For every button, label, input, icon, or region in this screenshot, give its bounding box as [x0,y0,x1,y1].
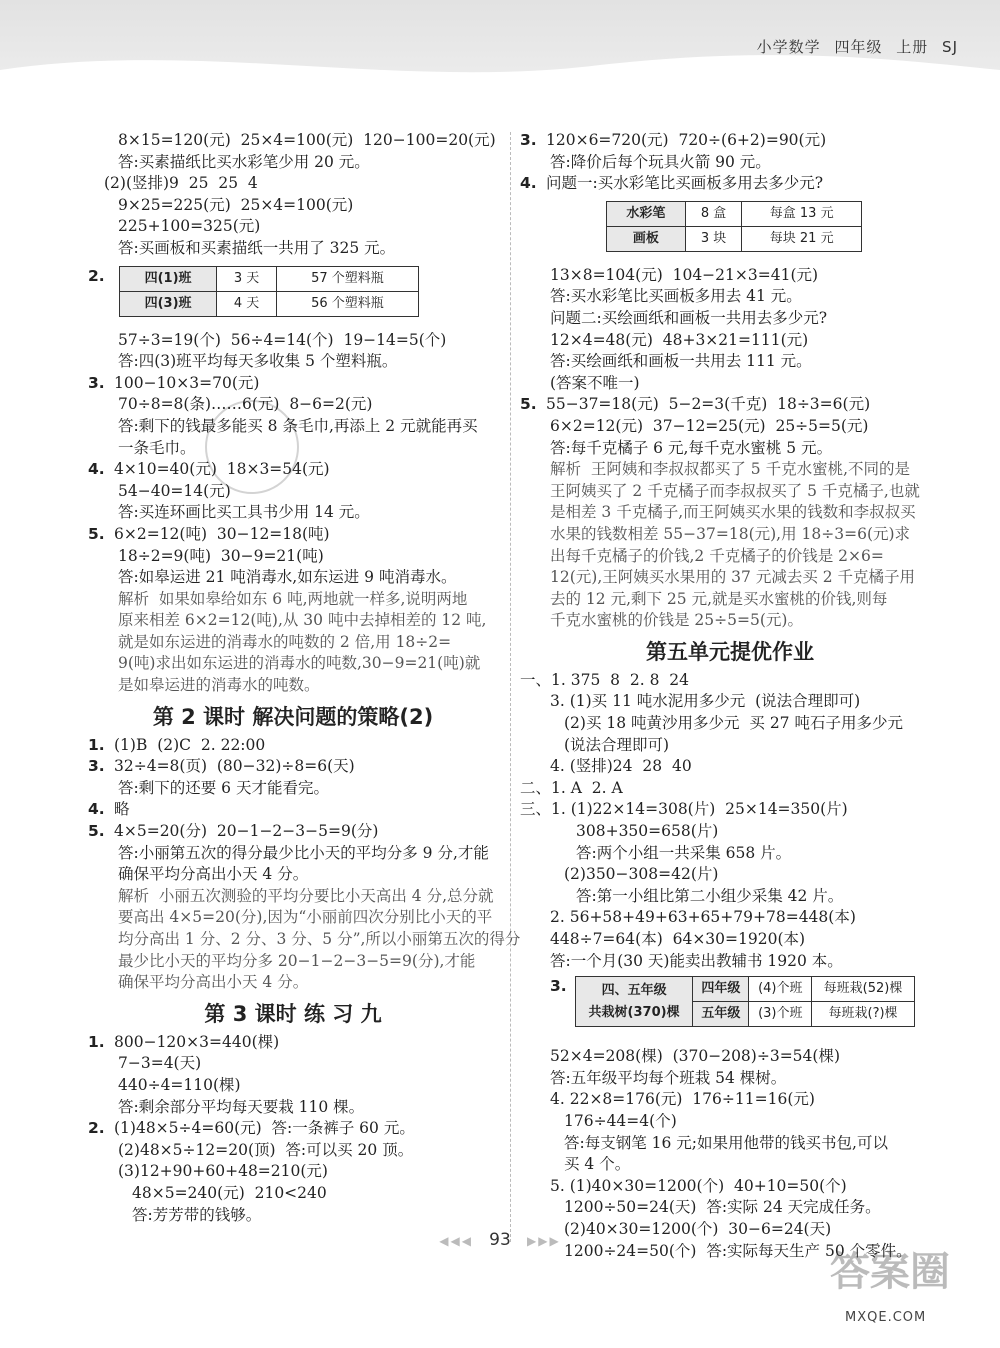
answer-line: 答:买画板和买素描纸一共用了 325 元。 [118,238,396,257]
answer-line: 略 [114,800,130,819]
right-column [520,130,940,1262]
header-volume: 上册 [896,38,929,56]
table-cell: 56 个塑料瓶 [276,291,418,316]
answer-line: 答:买水彩笔比买画板多用去 41 元。 [550,287,802,306]
answer-line: 4. 22×8=176(元) 176÷11=16(元) [550,1090,815,1109]
explanation-line: 王阿姨买了 2 千克橘子而李叔叔买了 5 千克橘子,也就 [550,481,920,500]
answer-line: 8×15=120(元) 25×4=100(元) 120−100=20(元) [118,131,496,149]
answer-line: 二、1. A 2. A [520,778,623,797]
explanation-line: 是相差 3 千克橘子,而王阿姨买水果的钱数和李叔叔买 [550,503,916,522]
question-number: 4. [88,800,105,819]
answer-line: 6×2=12(元) 37−12=25(元) 25÷5=5(元) [550,416,869,435]
answer-line: 48×5=240(元) 210<240 [132,1183,327,1202]
answer-line: 225+100=325(元) [118,217,261,236]
lesson-heading-2: 第 2 课时 解决问题的策略(2) [152,704,434,729]
table-cell: (3)个班 [749,1002,812,1027]
table-cell: 五年级 [693,1002,749,1027]
unit-heading: 第五单元提优作业 [646,639,814,664]
answer-line: 57÷3=19(个) 56÷4=14(个) 19−14=5(个) [118,330,447,349]
answer-line: 440÷4=110(棵) [118,1075,241,1094]
data-table-tree-planting [575,976,915,1027]
table-cell: 每块 21 元 [742,226,862,251]
data-table-class-bottles [119,266,419,317]
answer-line: 答:一个月(30 天)能卖出教辅书 1920 本。 [550,951,843,970]
answer-line: (1)B (2)C 2. 22:00 [114,735,266,754]
answer-line: 9×25=225(元) 25×4=100(元) [118,195,354,214]
answer-line: 1200÷50=24(天) 答:实际 24 天完成任务。 [564,1198,881,1217]
answer-line: 三、1. (1)22×14=308(片) 25×14=350(片) [520,800,848,819]
table-cell: 水彩笔 [607,201,686,226]
table-cell-combined [575,977,692,1027]
answer-line: 6×2=12(吨) 30−12=18(吨) [114,524,330,543]
explanation-line: 最少比小天的平均分多 20−1−2−3−5=9(分),才能 [118,951,476,970]
explanation-line: 就是如东运进的消毒水的吨数的 2 倍,用 18÷2= [118,632,452,651]
table-cell: 每班栽(?)棵 [812,1002,915,1027]
answer-line: 55−37=18(元) 5−2=3(千克) 18÷3=6(元) [546,395,871,414]
header-subject: 小学数学 [756,38,821,56]
explanation-line: 9(吨)求出如东运进的消毒水的吨数,30−9=21(吨)就 [118,654,481,673]
answer-line: 13×8=104(元) 104−21×3=41(元) [550,265,819,284]
answer-line: 答:剩余部分平均每天要栽 110 棵。 [118,1097,365,1116]
table-cell-line: 共栽树(370)棵 [588,1004,680,1020]
explanation-line: 去的 12 元,剩下 25 元,就是买水蜜桃的价钱,则每 [550,589,888,608]
question-number: 4. [88,460,105,479]
answer-line: 2. 56+58+49+63+65+79+78=448(本) [550,908,856,927]
answer-line: 答:芳芳带的钱够。 [132,1205,262,1224]
answer-line: 答:剩下的还要 6 天才能看完。 [118,778,329,797]
answer-line: 4×5=20(分) 20−1−2−3−5=9(分) [114,822,379,841]
explanation-line: 水果的钱数相差 55−37=18(元),用 18÷3=6(元)求 [550,524,911,543]
answer-line: 答:买绘画纸和画板一共用去 111 元。 [550,352,812,371]
explanation-line: 确保平均分高出小天 4 分。 [118,973,309,992]
table-cell: 57 个塑料瓶 [276,266,418,291]
question-number: 2. [88,266,105,285]
answer-line: 5. (1)40×30=1200(个) 40+10=50(个) [550,1176,847,1195]
answer-line: 答:每支钢笔 16 元;如果用他带的钱买书包,可以 [564,1133,888,1152]
explanation-line: 12(元),王阿姨买水果用的 37 元减去买 2 千克橘子用 [550,568,916,587]
table-cell: 3 块 [685,226,742,251]
left-arrows-icon: ◀◀◀ [439,1234,473,1248]
answer-line: 800−120×3=440(棵) [114,1032,280,1051]
header-grade: 四年级 [834,38,883,56]
answer-line: 18÷2=9(吨) 30−9=21(吨) [118,546,324,565]
answer-line: (2)48×5÷12=20(顶) 答:可以买 20 顶。 [118,1140,414,1159]
question-3-table-block [520,972,940,1046]
answer-line: 答:剩下的钱最多能买 8 条毛巾,再添上 2 元就能再买 [118,416,478,435]
question-4-table-block [520,195,940,265]
explanation-line: 解析 小丽五次测验的平均分要比小天高出 4 分,总分就 [118,886,494,905]
answer-line: 买 4 个。 [564,1155,631,1174]
answer-line: (2)(竖排)9 25 25 4 [104,174,258,193]
table-cell: 4 天 [217,291,277,316]
answer-line: 答:降价后每个玩具火箭 90 元。 [550,152,771,171]
answer-line: 答:买素描纸比买水彩笔少用 20 元。 [118,152,370,171]
question-number: 5. [520,395,537,414]
question-number: 5. [88,524,105,543]
table-cell: 四(1)班 [119,266,216,291]
question-number: 3. [520,131,537,149]
answer-line: 448÷7=64(本) 64×30=1920(本) [550,930,806,948]
answer-line: 答:四(3)班平均每天多收集 5 个塑料瓶。 [118,352,398,371]
question-number: 3. [88,373,105,392]
question-number: 4. [520,174,537,193]
answer-line: 32÷4=8(页) (80−32)÷8=6(天) [114,757,355,776]
question-2-block [88,260,498,330]
question-number: 3. [550,977,567,996]
answer-line: 52×4=208(棵) (370−208)÷3=54(棵) [550,1047,840,1066]
table-cell: 每盒 13 元 [742,201,862,226]
book-header [757,36,958,57]
lesson-heading-3: 第 3 课时 练 习 九 [204,1001,382,1026]
answer-line: 7−3=4(天) [118,1054,202,1073]
answer-line: 答:五年级平均每个班栽 54 棵树。 [550,1068,787,1087]
explanation-line: 解析 王阿姨和李叔叔都买了 5 千克水蜜桃,不同的是 [550,460,910,479]
table-cell: 四(3)班 [119,291,216,316]
answer-line: 答:两个小组一共采集 658 片。 [576,843,792,862]
answer-line: 答:第一小组比第二小组少采集 42 片。 [576,886,844,905]
answer-line: 确保平均分高出小天 4 分。 [118,865,309,884]
answer-line: 答:小丽第五次的得分最少比小天的平均分多 9 分,才能 [118,843,489,862]
answer-line: (2)350−308=42(片) [564,865,719,884]
explanation-line: 千克水蜜桃的价钱是 25÷5=5(元)。 [550,611,803,630]
table-cell: 画板 [607,226,686,251]
question-number: 3. [88,757,105,776]
answer-line: 问题二:买绘画纸和画板一共用去多少元? [550,308,828,327]
table-cell: 3 天 [217,266,277,291]
table-cell: (4)个班 [749,977,812,1002]
explanation-line: 均分高出 1 分、2 分、3 分、5 分”,所以小丽第五次的得分 [118,930,521,948]
answer-line: 308+350=658(片) [576,822,719,841]
answer-line: 答:每千克橘子 6 元,每千克水蜜桃 5 元。 [550,438,833,457]
answer-line: 一、1. 375 8 2. 8 24 [520,670,690,689]
answer-line: 176÷44=4(个) [564,1111,677,1130]
explanation-line: 原来相差 6×2=12(吨),从 30 吨中去掉相差的 12 吨, [118,611,487,630]
site-watermark-url: MXQE.COM [845,1310,927,1325]
answer-line: 4×10=40(元) 18×3=54(元) [114,460,330,479]
question-number: 1. [88,735,105,754]
table-cell-line: 四、五年级 [601,983,667,999]
answer-line: 4. (竖排)24 28 40 [550,757,692,776]
left-column [88,130,521,1226]
answer-line: 1200÷24=50(个) 答:实际每天生产 50 个零件。 [564,1241,912,1260]
answer-line: 12×4=48(元) 48+3×21=111(元) [550,330,809,349]
answer-line: 3. (1)买 11 吨水泥用多少元 (说法合理即可) [550,692,861,711]
answer-line: 100−10×3=70(元) [114,373,260,392]
right-arrows-icon: ▶▶▶ [527,1234,561,1248]
explanation-line: 解析 如果如皋给如东 6 吨,两地就一样多,说明两地 [118,589,468,608]
answer-line: 答:买连环画比买工具书少用 14 元。 [118,503,370,522]
answer-line: (1)48×5÷4=60(元) 答:一条裤子 60 元。 [114,1119,415,1138]
explanation-line: 是如皋运进的消毒水的吨数。 [118,676,320,695]
answer-line: 答:如皋运进 21 吨消毒水,如东运进 9 吨消毒水。 [118,568,457,587]
table-cell: 四年级 [693,977,749,1002]
explanation-line: 要高出 4×5=20(分),因为“小丽前四次分别比小天的平 [118,908,493,927]
question-number: 1. [88,1032,105,1051]
answer-line: 一条毛巾。 [118,438,196,457]
table-cell: 每班栽(52)棵 [812,977,915,1002]
header-edition: SJ [942,38,958,56]
answer-line: (3)12+90+60+48=210(元) [118,1162,328,1181]
answer-line: (答案不唯一) [550,373,640,392]
table-cell: 8 盒 [685,201,742,226]
explanation-line: 出每千克橘子的价钱,2 千克橘子的价钱是 2×6= [550,546,884,565]
answer-line: (2)40×30=1200(个) 30−6=24(天) [564,1219,832,1238]
answer-line: 120×6=720(元) 720÷(6+2)=90(元) [546,131,827,149]
answer-line: 问题一:买水彩笔比买画板多用去多少元? [546,174,824,193]
answer-line: 70÷8=8(条)……6(元) 8−6=2(元) [118,395,373,414]
site-watermark-logo: 答案圈 [830,1249,950,1295]
data-table-art-supplies [606,201,862,252]
answer-line: 54−40=14(元) [118,481,231,500]
answer-line: (说法合理即可) [564,735,670,754]
answer-line: (2)买 18 吨黄沙用多少元 买 27 吨石子用多少元 [564,714,903,733]
question-number: 2. [88,1119,105,1138]
column-divider [510,132,511,1242]
question-number: 5. [88,822,105,841]
page-number: 93 [489,1230,511,1250]
